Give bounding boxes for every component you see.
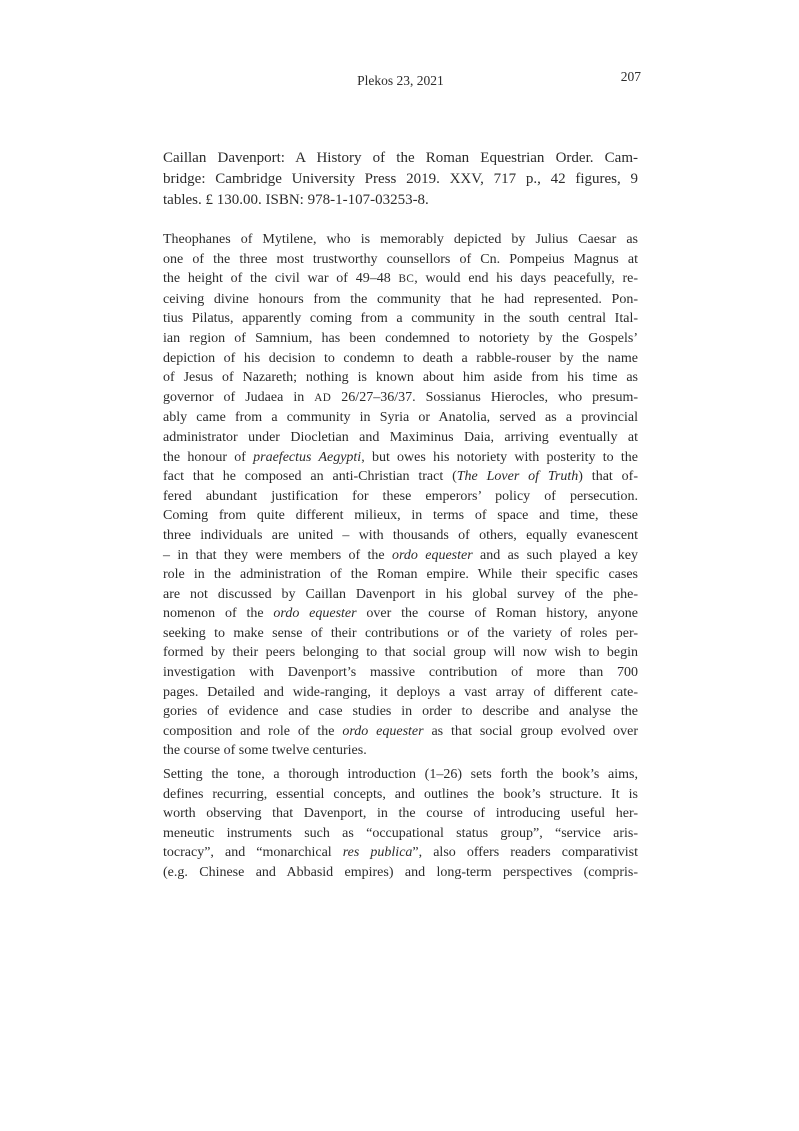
text-segment: nomenon of the bbox=[163, 606, 274, 622]
text-line bbox=[163, 785, 638, 805]
paragraph bbox=[163, 230, 638, 761]
review-body-text bbox=[163, 230, 638, 883]
text-line bbox=[163, 683, 638, 703]
small-caps-text: BC bbox=[398, 273, 415, 286]
text-segment: seeking to make sense of their contributions or of the variety of roles per- bbox=[163, 625, 638, 641]
text-line bbox=[163, 190, 638, 211]
text-segment: ably came from a community in Syria or Anatolia, served as a provincial bbox=[163, 410, 638, 426]
text-line bbox=[163, 824, 638, 844]
text-segment: Caillan Davenport: A History of the Roman Equestrian Order. Cam- bbox=[163, 150, 638, 166]
text-line bbox=[163, 269, 638, 290]
text-line bbox=[163, 250, 638, 270]
text-segment: ian region of Samnium, has been condemned to notoriety by the Gospels’ bbox=[163, 330, 638, 346]
text-line bbox=[163, 309, 638, 329]
text-segment: Setting the tone, a thorough introduction (1–26) sets forth the book’s aims, bbox=[163, 767, 638, 783]
text-segment: investigation with Davenport’s massive contribution of more than 700 bbox=[163, 665, 638, 681]
text-segment: , but owes his notoriety with posterity to the bbox=[361, 449, 638, 465]
text-line bbox=[163, 765, 638, 785]
running-head-journal-title: Plekos 23, 2021 bbox=[357, 73, 444, 88]
text-line bbox=[163, 368, 638, 388]
text-line bbox=[163, 804, 638, 824]
text-segment: worth observing that Davenport, in the course of introducing useful her- bbox=[163, 806, 638, 822]
text-segment: ”, also offers readers comparativist bbox=[412, 845, 638, 861]
text-segment: ceiving divine honours from the community that he had represented. Pon- bbox=[163, 291, 638, 307]
text-segment: role in the administration of the Roman empire. While their specific cases bbox=[163, 567, 638, 583]
text-line bbox=[163, 487, 638, 507]
italic-text: ordo equester bbox=[342, 723, 424, 739]
page-number: 207 bbox=[620, 69, 641, 84]
text-segment: tocracy”, and “monarchical bbox=[163, 845, 343, 861]
text-segment: over the course of Roman history, anyone bbox=[356, 606, 638, 622]
text-segment: and as such played a key bbox=[472, 547, 638, 563]
text-segment: governor of Judaea in bbox=[163, 389, 315, 405]
text-line bbox=[163, 604, 638, 624]
text-segment: (e.g. Chinese and Abbasid empires) and long-term perspectives (compris- bbox=[163, 865, 638, 880]
text-segment: one of the three most trustworthy counsellors of Cn. Pompeius Magnus at bbox=[163, 251, 638, 267]
italic-text: The Lover of Truth bbox=[456, 469, 579, 485]
review-bibliographic-title bbox=[163, 148, 638, 212]
text-line bbox=[163, 329, 638, 349]
text-segment: – in that they were members of the bbox=[163, 547, 392, 563]
text-segment: meneutic instruments such as “occupational status group”, “service aris- bbox=[163, 825, 638, 841]
text-segment: the height of the civil war of 49–48 bbox=[163, 271, 399, 287]
italic-text: res publica bbox=[342, 845, 413, 861]
text-segment: tius Pilatus, apparently coming from a community in the south central Ital- bbox=[163, 311, 638, 327]
text-line bbox=[163, 448, 638, 468]
text-line bbox=[163, 467, 638, 487]
text-segment: Coming from quite different milieux, in terms of space and time, these bbox=[163, 508, 638, 524]
text-segment: formed by their peers belonging to that social group will now wish to begin bbox=[163, 645, 638, 661]
italic-text: praefectus Aegypti bbox=[253, 449, 362, 465]
text-segment: the honour of bbox=[163, 449, 254, 465]
text-line bbox=[163, 526, 638, 546]
text-segment: three individuals are united – with thousands of others, equally evanescent bbox=[163, 527, 638, 543]
text-line bbox=[163, 290, 638, 310]
text-segment: gories of evidence and case studies in order to describe and analyse the bbox=[163, 704, 638, 720]
text-line bbox=[163, 148, 638, 169]
text-segment: are not discussed by Caillan Davenport in his global survey of the phe- bbox=[163, 586, 638, 602]
text-line bbox=[163, 349, 638, 369]
italic-text: ordo equester bbox=[273, 606, 357, 622]
italic-text: ordo equester bbox=[391, 547, 473, 563]
text-line bbox=[163, 506, 638, 526]
text-line bbox=[163, 741, 638, 761]
text-line bbox=[163, 546, 638, 566]
text-line bbox=[163, 663, 638, 683]
text-segment: bridge: Cambridge University Press 2019. XXV, 717 p., 42 figures, 9 bbox=[163, 171, 638, 188]
text-line bbox=[163, 843, 638, 863]
text-segment: depiction of his decision to condemn to death a rabble-rouser by the name bbox=[163, 350, 638, 366]
text-segment: , would end his days peacefully, re- bbox=[414, 271, 638, 287]
text-line bbox=[163, 388, 638, 409]
text-line bbox=[163, 624, 638, 644]
text-line bbox=[163, 702, 638, 722]
text-segment: composition and role of the bbox=[163, 723, 343, 739]
small-caps-text: AD bbox=[314, 391, 332, 404]
text-line bbox=[163, 643, 638, 663]
text-segment: fered abundant justification for these emperors’ policy of persecution. bbox=[163, 488, 638, 504]
text-segment: administrator under Diocletian and Maximinus Daia, arriving eventually at bbox=[163, 429, 638, 445]
text-segment: of Jesus of Nazareth; nothing is known about him aside from his time as bbox=[163, 370, 638, 386]
text-line bbox=[163, 408, 638, 428]
paragraph bbox=[163, 765, 638, 883]
text-segment: tables. £ 130.00. ISBN: 978-1-107-03253-8. bbox=[163, 192, 429, 209]
text-segment: the course of some twelve centuries. bbox=[163, 743, 367, 759]
text-segment: Theophanes of Mytilene, who is memorably depicted by Julius Caesar as bbox=[163, 232, 638, 247]
text-line bbox=[163, 169, 638, 190]
text-segment: ) that of- bbox=[578, 469, 638, 485]
text-line bbox=[163, 863, 638, 883]
text-segment: as that social group evolved over bbox=[423, 723, 638, 739]
text-line bbox=[163, 585, 638, 605]
text-line bbox=[163, 230, 638, 250]
text-segment: pages. Detailed and wide-ranging, it deploys a vast array of different cate- bbox=[163, 684, 638, 700]
text-segment: fact that he composed an anti-Christian tract ( bbox=[163, 469, 457, 485]
text-segment: 26/27–36/37. Sossianus Hierocles, who presum- bbox=[331, 389, 638, 405]
text-line bbox=[163, 722, 638, 742]
text-line bbox=[163, 565, 638, 585]
text-line bbox=[163, 428, 638, 448]
text-segment: defines recurring, essential concepts, and outlines the book’s structure. It is bbox=[163, 786, 638, 802]
